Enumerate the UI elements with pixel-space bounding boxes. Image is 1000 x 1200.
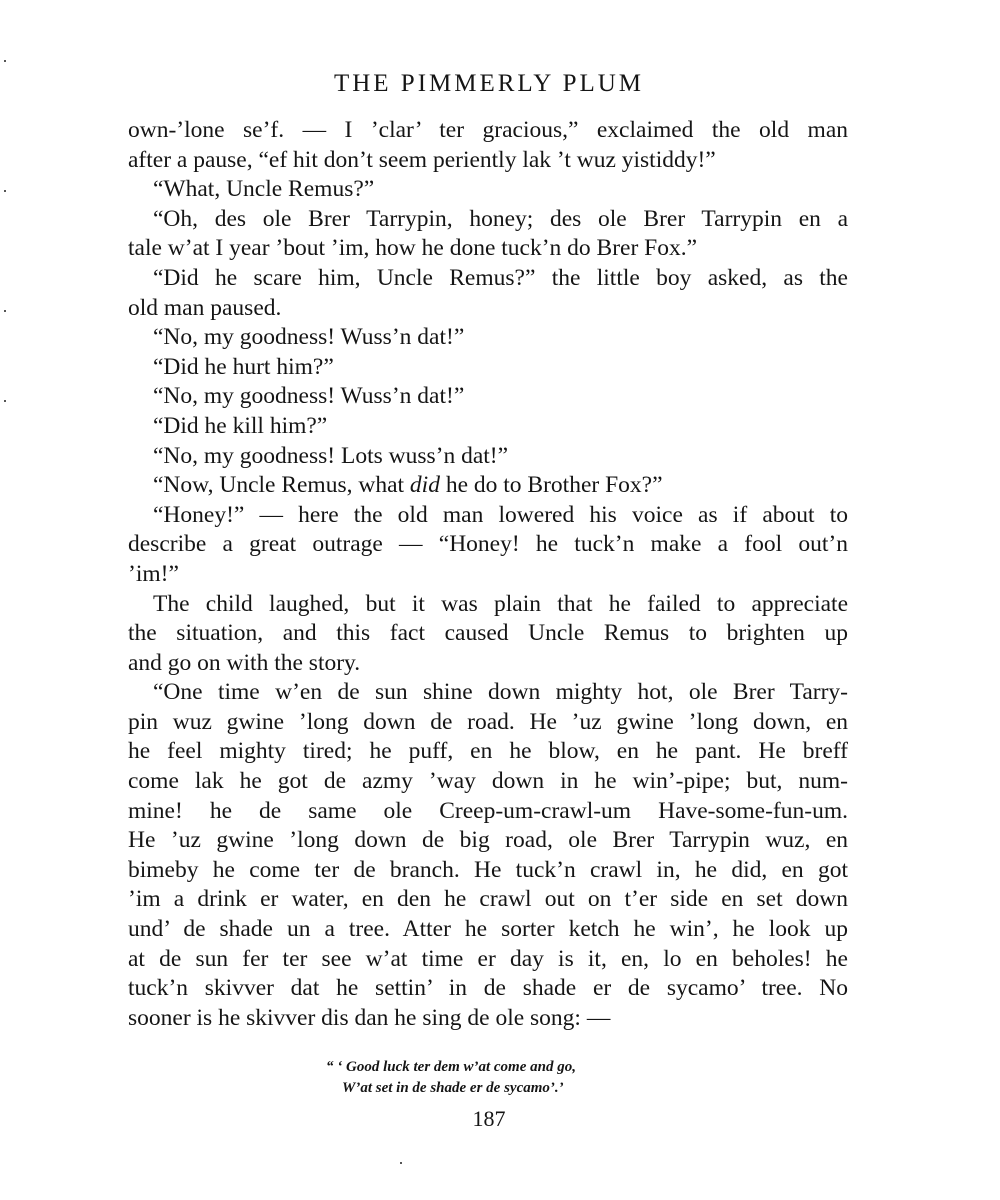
text-line: ’im!” <box>128 560 179 587</box>
scan-speck <box>4 60 6 62</box>
text-line: after a pause, “ef hit don’t seem periently lak ’t wuz yistiddy!” <box>128 146 716 173</box>
text-line: sooner is he skivver dis dan he sing de ole song: — <box>128 1004 611 1031</box>
text-line: describe a great outrage — “Honey! he tuck’n make a fool out’n <box>128 531 848 558</box>
running-head: THE PIMMERLY PLUM <box>333 70 645 97</box>
text-line: “No, my goodness! Wuss’n dat!” <box>153 324 465 351</box>
text-line: “Oh, des ole Brer Tarrypin, honey; des ole Brer Tarrypin en a <box>153 205 848 232</box>
text-line: bimeby he come ter de branch. He tuck’n crawl in, he did, en got <box>128 856 848 883</box>
text-segment: “Now, Uncle Remus, what <box>153 472 410 499</box>
text-line: come lak he got de azmy ’way down in he win’-pipe; but, num- <box>128 768 848 795</box>
verse-line: W’at set in de shade er de sycamo’.’ <box>342 1080 564 1096</box>
text-line: “Did he hurt him?” <box>153 353 334 380</box>
verse-quotation <box>326 1057 746 1099</box>
text-line: old man paused. <box>128 294 282 321</box>
text-line: “No, my goodness! Lots wuss’n dat!” <box>153 442 509 469</box>
text-line: the situation, and this fact caused Uncle Remus to brighten up <box>128 620 848 647</box>
text-line: own-’lone se’f. — I ’clar’ ter gracious,” exclaimed the old man <box>128 117 848 143</box>
text-line: he feel mighty tired; he puff, en he blow, en he pant. He breff <box>128 738 848 765</box>
text-line: “What, Uncle Remus?” <box>153 176 375 203</box>
text-segment: he do to Brother Fox?” <box>439 472 663 499</box>
scan-speck <box>4 310 6 312</box>
body-text <box>128 116 848 1033</box>
text-line: and go on with the story. <box>128 649 361 676</box>
text-line: “Honey!” — here the old man lowered his voice as if about to <box>153 501 848 528</box>
text-line: pin wuz gwine ’long down de road. He ’uz gwine ’long down, en <box>128 708 848 735</box>
text-line: tuck’n skivver dat he settin’ in de shade er de sycamo’ tree. No <box>128 975 848 1002</box>
page-number: 187 <box>472 1106 506 1131</box>
emphasis-did: did <box>409 472 440 499</box>
scan-speck <box>400 1162 402 1164</box>
text-line-fox-question <box>128 471 848 501</box>
text-line: “No, my goodness! Wuss’n dat!” <box>153 383 465 410</box>
scan-speck <box>4 400 6 402</box>
text-line: “Did he kill him?” <box>153 412 328 439</box>
text-line: “One time w’en de sun shine down mighty hot, ole Brer Tarry- <box>153 679 848 706</box>
text-line: The child laughed, but it was plain that he failed to appreciate <box>153 590 848 617</box>
text-line: tale w’at I year ’bout ’im, how he done tuck’n do Brer Fox.” <box>128 235 698 262</box>
verse-line: “ ‘ Good luck ter dem w’at come and go, <box>326 1059 576 1075</box>
text-line: mine! he de same ole Creep-um-crawl-um Have-some-fun-um. <box>128 797 848 824</box>
text-line: “Did he scare him, Uncle Remus?” the little boy asked, as the <box>153 264 848 291</box>
text-line: at de sun fer ter see w’at time er day is it, en, lo en beholes! he <box>128 945 848 972</box>
text-line: He ’uz gwine ’long down de big road, ole Brer Tarrypin wuz, en <box>128 827 848 854</box>
text-line: ’im a drink er water, en den he crawl out on t’er side en set down <box>128 886 848 913</box>
scan-speck <box>4 190 6 192</box>
text-line: und’ de shade un a tree. Atter he sorter ketch he win’, he look up <box>128 916 848 943</box>
